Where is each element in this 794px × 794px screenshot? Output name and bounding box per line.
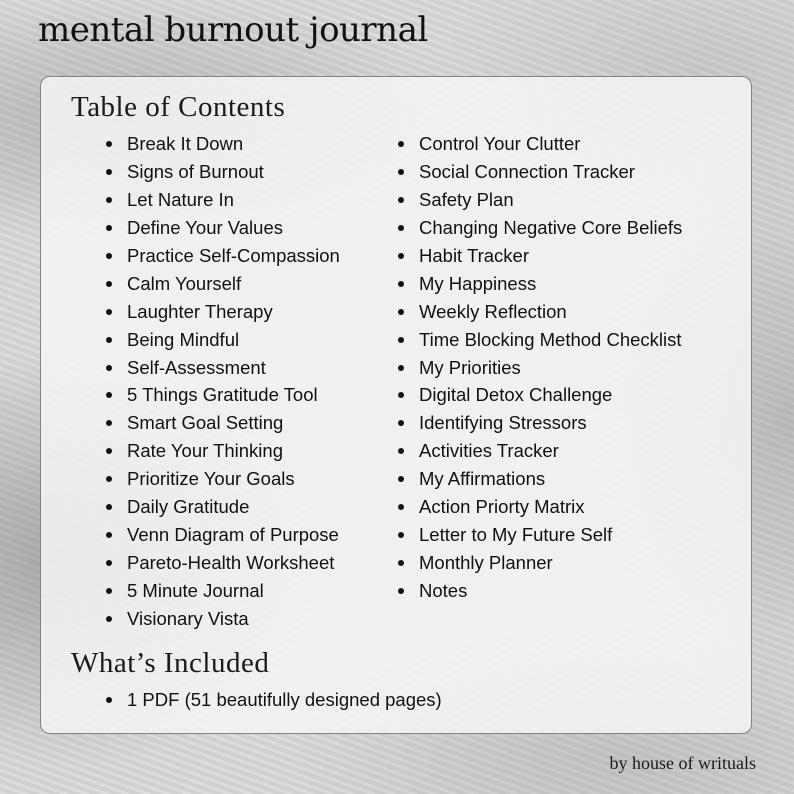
toc-item: [397, 214, 682, 242]
toc-item: [105, 521, 340, 549]
list-item-label: Laughter Therapy: [127, 300, 273, 322]
toc-item: [105, 381, 340, 409]
list-item-label: Identifying Stressors: [419, 412, 587, 434]
list-item-label: Habit Tracker: [419, 244, 530, 266]
list-item-label: Prioritize Your Goals: [127, 468, 295, 490]
bullet-icon: [398, 476, 404, 482]
bullet-icon: [106, 560, 112, 566]
list-item-label: Being Mindful: [127, 328, 240, 350]
bullet-icon: [398, 141, 404, 147]
bullet-icon: [398, 420, 404, 426]
bullet-icon: [106, 616, 112, 622]
list-item-label: Activities Tracker: [419, 440, 559, 462]
list-item-label: Safety Plan: [419, 188, 514, 210]
list-item-label: Monthly Planner: [419, 552, 553, 574]
toc-item: [105, 409, 340, 437]
bullet-icon: [398, 560, 404, 566]
toc-item: [105, 605, 340, 633]
bullet-icon: [398, 448, 404, 454]
toc-item: [105, 186, 340, 214]
toc-heading: Table of Contents: [71, 91, 286, 123]
bullet-icon: [398, 392, 404, 398]
bullet-icon: [398, 197, 404, 203]
toc-item: [397, 326, 682, 354]
list-item-label: My Priorities: [419, 356, 521, 378]
toc-item: [397, 381, 682, 409]
bullet-icon: [398, 281, 404, 287]
bullet-icon: [106, 420, 112, 426]
included-heading: What’s Included: [71, 647, 270, 679]
toc-right-column: [397, 130, 682, 605]
toc-item: [397, 465, 682, 493]
toc-item: [105, 130, 340, 158]
list-item-label: Let Nature In: [127, 188, 234, 210]
bullet-icon: [106, 169, 112, 175]
included-list: [105, 686, 442, 714]
bullet-icon: [106, 504, 112, 510]
bullet-icon: [106, 476, 112, 482]
bullet-icon: [398, 588, 404, 594]
list-item-label: Pareto-Health Worksheet: [127, 552, 335, 574]
list-item-label: Practice Self-Compassion: [127, 244, 340, 266]
list-item-label: Weekly Reflection: [419, 300, 567, 322]
list-item-label: 1 PDF (51 beautifully designed pages): [127, 689, 442, 710]
list-item-label: Self-Assessment: [127, 356, 266, 378]
bullet-icon: [106, 225, 112, 231]
included-item: [105, 686, 442, 714]
list-item-label: Changing Negative Core Beliefs: [419, 216, 683, 238]
bullet-icon: [398, 504, 404, 510]
bullet-icon: [106, 392, 112, 398]
bullet-icon: [106, 141, 112, 147]
list-item-label: Social Connection Tracker: [419, 160, 635, 182]
list-item-label: Calm Yourself: [127, 272, 242, 294]
toc-item: [105, 158, 340, 186]
bullet-icon: [398, 253, 404, 259]
list-item-label: Rate Your Thinking: [127, 440, 283, 462]
list-item-label: Define Your Values: [127, 216, 283, 238]
bullet-icon: [398, 532, 404, 538]
list-item-label: Digital Detox Challenge: [419, 384, 613, 406]
toc-item: [105, 577, 340, 605]
list-item-label: Daily Gratitude: [127, 496, 250, 518]
list-item-label: Venn Diagram of Purpose: [127, 524, 339, 546]
bullet-icon: [106, 532, 112, 538]
bullet-icon: [398, 225, 404, 231]
bullet-icon: [398, 309, 404, 315]
toc-item: [397, 437, 682, 465]
toc-item: [397, 270, 682, 298]
list-item-label: Time Blocking Method Checklist: [419, 328, 682, 350]
bullet-icon: [106, 448, 112, 454]
toc-item: [397, 242, 682, 270]
list-item-label: 5 Things Gratitude Tool: [127, 384, 318, 406]
list-item-label: Visionary Vista: [127, 607, 249, 629]
list-item-label: Letter to My Future Self: [419, 524, 613, 546]
toc-item: [105, 549, 340, 577]
toc-item: [105, 437, 340, 465]
toc-item: [105, 214, 340, 242]
bullet-icon: [106, 281, 112, 287]
toc-item: [397, 354, 682, 382]
toc-item: [397, 409, 682, 437]
toc-item: [105, 242, 340, 270]
toc-item: [397, 493, 682, 521]
bullet-icon: [106, 588, 112, 594]
list-item-label: 5 Minute Journal: [127, 580, 264, 601]
contents-panel: [40, 76, 752, 734]
list-item-label: My Happiness: [419, 272, 537, 294]
toc-item: [397, 577, 682, 605]
bullet-icon: [106, 697, 112, 703]
bullet-icon: [106, 309, 112, 315]
toc-item: [105, 493, 340, 521]
toc-item: [397, 521, 682, 549]
bullet-icon: [398, 365, 404, 371]
toc-item: [105, 270, 340, 298]
toc-item: [397, 158, 682, 186]
bullet-icon: [106, 337, 112, 343]
bullet-icon: [106, 197, 112, 203]
toc-item: [397, 130, 682, 158]
list-item-label: Notes: [419, 580, 468, 601]
bullet-icon: [106, 365, 112, 371]
toc-item: [105, 354, 340, 382]
toc-item: [105, 298, 340, 326]
toc-item: [105, 465, 340, 493]
list-item-label: Action Priorty Matrix: [419, 496, 585, 518]
list-item-label: Signs of Burnout: [127, 160, 264, 182]
list-item-label: My Affirmations: [419, 468, 546, 490]
list-item-label: Control Your Clutter: [419, 133, 581, 154]
bullet-icon: [398, 337, 404, 343]
page-title: mental burnout journal: [38, 10, 428, 50]
bullet-icon: [106, 253, 112, 259]
toc-left-column: [105, 130, 340, 633]
toc-item: [397, 298, 682, 326]
list-item-label: Smart Goal Setting: [127, 412, 284, 434]
toc-item: [105, 326, 340, 354]
toc-item: [397, 549, 682, 577]
credit-line: by house of writuals: [609, 753, 756, 773]
bullet-icon: [398, 169, 404, 175]
list-item-label: Break It Down: [127, 133, 244, 154]
toc-item: [397, 186, 682, 214]
